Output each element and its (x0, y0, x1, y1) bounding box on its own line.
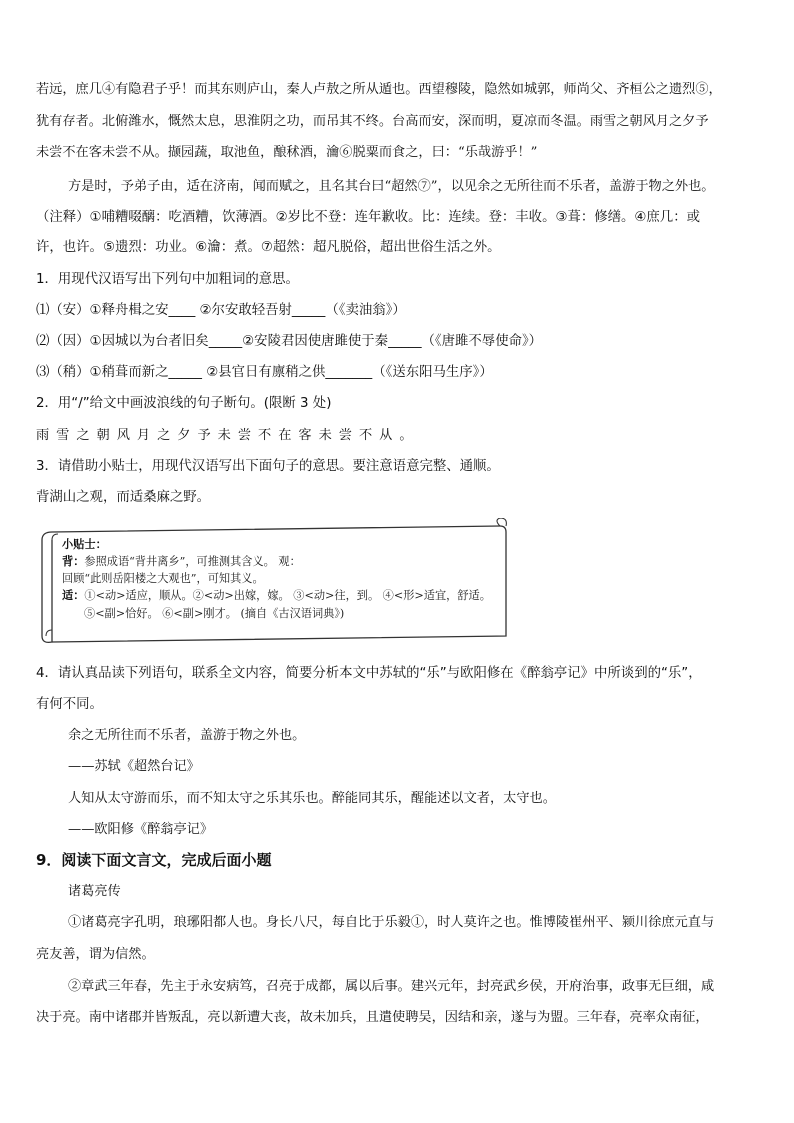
passage-line: 若远，庶几④有隐君子乎！而其东则庐山，秦人卢敖之所从遁也。西望穆陵，隐然如城郭，师尚父、齐桓公之遗烈⑤， (36, 82, 722, 97)
question-3: 3．请借助小贴士，用现代汉语写出下面句子的意思。要注意语意完整、通顺。 (36, 459, 500, 474)
question-2: 2．用“/”给文中画波浪线的句子断句。(限断 3 处) (36, 396, 332, 411)
annotation-line: （注释）①哺糟啜醨：吃酒糟，饮薄酒。②岁比不登：连年歉收。比：连续。登：丰收。③葺：修缮。④庶几：或 (36, 210, 700, 225)
question-4: 4．请认真品读下列语句，联系全文内容，简要分析本文中苏轼的“乐”与欧阳修在《醉翁亭记》中所谈到的“乐”， (36, 666, 702, 681)
question-1: 1．用现代汉语写出下列句中加粗词的意思。 (36, 272, 299, 287)
section-9-heading: 9．阅读下面文言文，完成后面小题 (36, 851, 272, 869)
tip-line-1: 背：参照成语“背井离乡”，可推测其含义。 观： (62, 554, 301, 568)
tip-line-3: 适：①<动>适应，顺从。②<动>出嫁，嫁。 ③<动>往，到。 ④<形>适宜，舒适。 (62, 588, 491, 602)
section-9-line: 亮友善，谓为信然。 (36, 947, 155, 962)
question-1c: ⑶（稍）①稍葺而新之_____ ②县官日有廪稍之供_______（《送东阳马生序》） (36, 365, 493, 380)
question-4-cont: 有何不同。 (36, 697, 103, 712)
question-1b: ⑵（因）①因城以为台者旧矣_____②安陵君因使唐雎使于秦_____（《唐雎不辱使命》） (36, 334, 543, 349)
passage-line: 犹有存者。北俯潍水，慨然太息，思淮阴之功，而吊其不终。台高而安，深而明，夏凉而冬温。雨雪之朝风月之夕予 (36, 114, 709, 129)
tip-line-2: 回顾“此则岳阳楼之大观也”，可知其义。 (62, 572, 264, 585)
annotation-line: 许，也许。⑤遗烈：功业。⑥瀹：煮。⑦超然：超凡脱俗，超出世俗生活之外。 (36, 240, 501, 255)
tip-title: 小贴士： (62, 537, 107, 551)
quote-1: 余之无所往而不乐者，盖游于物之外也。 (68, 728, 306, 743)
tip-line-4: ⑤<副>恰好。 ⑥<副>刚才。 (摘自《古汉语词典》) (84, 607, 345, 620)
passage-line: 方是时，予弟子由，适在济南，闻而赋之，且名其台曰“超然⑦”，以见余之无所往而不乐者，盖游于物之外也。 (68, 179, 715, 194)
passage-line: 未尝不在客未尝不从。撷园蔬，取池鱼，酿秫酒，瀹⑥脱粟而食之，曰：“乐哉游乎！” (36, 145, 538, 160)
quote-2-source: ——欧阳修《醉翁亭记》 (68, 822, 214, 837)
section-9-line: 决于亮。南中诸郡并皆叛乱，亮以新遭大丧，故未加兵，且遣使聘吴，因结和亲，遂与为盟。三年春，亮率众南征， (36, 1010, 709, 1025)
question-1a: ⑴（安）①释舟楫之安____ ②尔安敢轻吾射_____（《卖油翁》） (36, 303, 406, 318)
section-9-title: 诸葛亮传 (68, 884, 121, 899)
question-3-sentence: 背湖山之观，而适桑麻之野。 (36, 490, 211, 505)
quote-2: 人知从太守游而乐，而不知太守之乐其乐也。醉能同其乐，醒能述以文者，太守也。 (68, 791, 556, 806)
quote-1-source: ——苏轼《超然台记》 (68, 759, 200, 774)
question-2-sentence: 雨雪之朝风月之夕予未尝不在客未尝不从。 (36, 428, 420, 443)
section-9-line: ①诸葛亮字孔明，琅琊阳都人也。身长八尺，每自比于乐毅①，时人莫许之也。惟博陵崔州平、颍川徐庶元直与 (68, 915, 715, 930)
section-9-line: ②章武三年春，先主于永安病笃，召亮于成都，属以后事。建兴元年，封亮武乡侯，开府治事，政事无巨细，咸 (68, 979, 715, 994)
